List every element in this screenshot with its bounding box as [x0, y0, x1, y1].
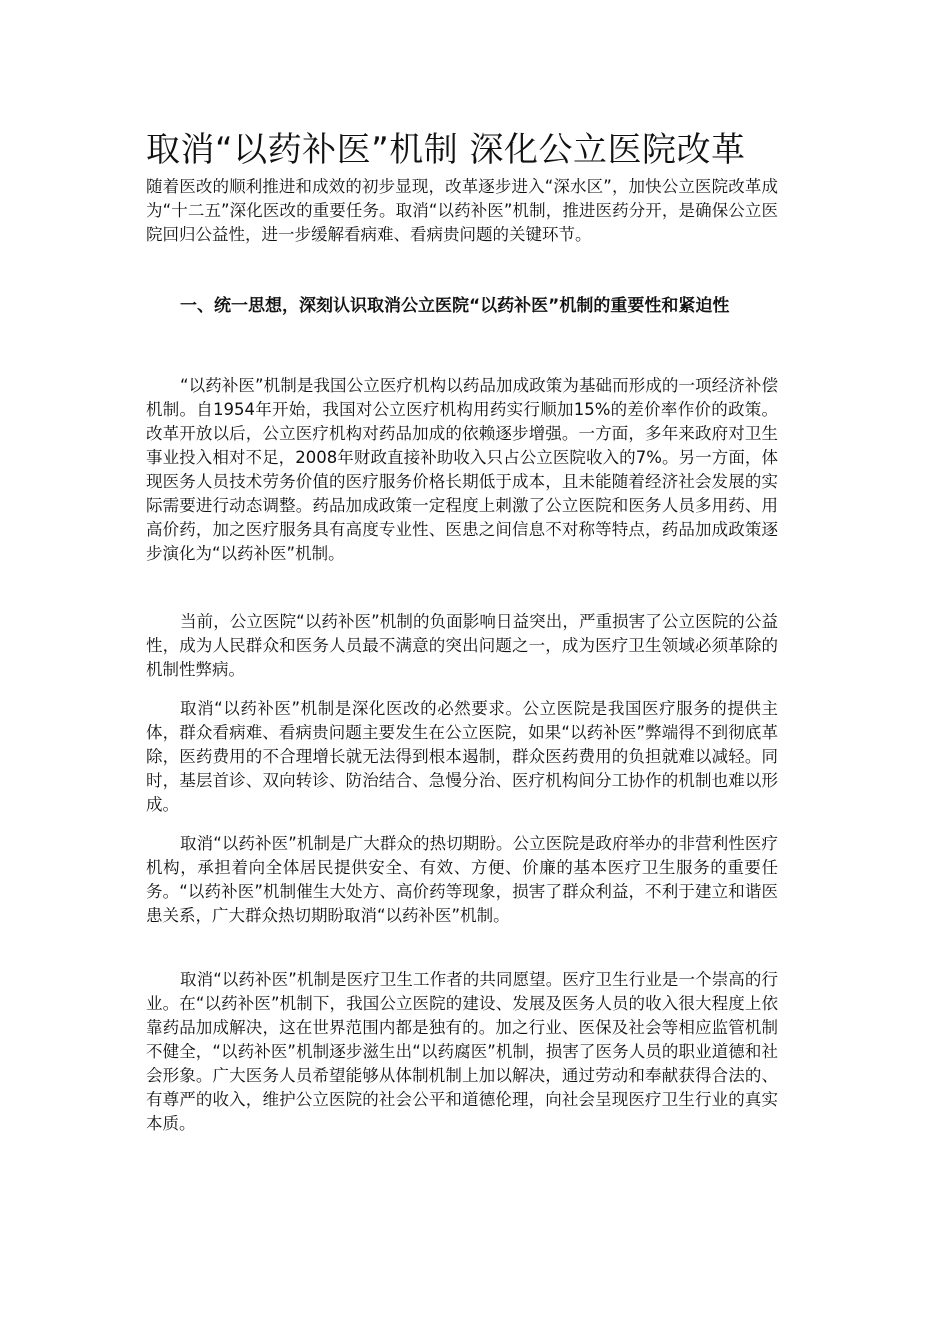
body-paragraph: 当前，公立医院“以药补医”机制的负面影响日益突出，严重损害了公立医院的公益性，成为人民群众和医务人员最不满意的突出问题之一，成为医疗卫生领域必须革除的机制性弊病。	[146, 612, 778, 679]
body-paragraph: 取消“以药补医”机制是深化医改的必然要求。公立医院是我国医疗服务的提供主体，群众看病难、看病贵问题主要发生在公立医院，如果“以药补医”弊端得不到彻底革除，医药费用的不合理增长就无法得到根本遏制，群众医药费用的负担就难以减轻。同时，基层首诊、双向转诊、防治结合、急慢分治、医疗机构间分工协作的机制也难以形成。	[146, 699, 778, 814]
body-paragraph: “以药补医”机制是我国公立医疗机构以药品加成政策为基础而形成的一项经济补偿机制。自1954年开始，我国对公立医疗机构用药实行顺加15%的差价率作价的政策。改革开放以后，公立医疗机构对药品加成的依赖逐步增强。一方面，多年来政府对卫生事业投入相对不足，2008年财政直接补助收入只占公立医院收入的7%。另一方面，体现医务人员技术劳务价值的医疗服务价格长期低于成本，且未能随着经济社会发展的实际需要进行动态调整。药品加成政策一定程度上刺激了公立医院和医务人员多用药、用高价药，加之医疗服务具有高度专业性、医患之间信息不对称等特点，药品加成政策逐步演化为“以药补医”机制。	[146, 376, 778, 563]
intro-paragraph: 随着医改的顺利推进和成效的初步显现，改革逐步进入“深水区”，加快公立医院改革成为“十二五”深化医改的重要任务。取消“以药补医”机制，推进医药分开，是确保公立医院回归公益性，进一步缓解看病难、看病贵问题的关键环节。	[146, 177, 778, 244]
body-paragraph: 取消“以药补医”机制是广大群众的热切期盼。公立医院是政府举办的非营利性医疗机构，承担着向全体居民提供安全、有效、方便、价廉的基本医疗卫生服务的重要任务。“以药补医”机制催生大处方、高价药等现象，损害了群众利益，不利于建立和谐医患关系，广大群众热切期盼取消“以药补医”机制。	[146, 834, 778, 925]
body-paragraph: 取消“以药补医”机制是医疗卫生工作者的共同愿望。医疗卫生行业是一个崇高的行业。在“以药补医”机制下，我国公立医院的建设、发展及医务人员的收入很大程度上依靠药品加成解决，这在世界范围内都是独有的。加之行业、医保及社会等相应监管机制不健全，“以药补医”机制逐步滋生出“以药腐医”机制，损害了医务人员的职业道德和社会形象。广大医务人员希望能够从体制机制上加以解决，通过劳动和奉献获得合法的、有尊严的收入，维护公立医院的社会公平和道德伦理，向社会呈现医疗卫生行业的真实本质。	[146, 970, 778, 1133]
document-title: 取消“以药补医”机制 深化公立医院改革	[146, 130, 746, 170]
section-heading: 一、统一思想，深刻认识取消公立医院“以药补医”机制的重要性和紧迫性	[180, 296, 730, 316]
